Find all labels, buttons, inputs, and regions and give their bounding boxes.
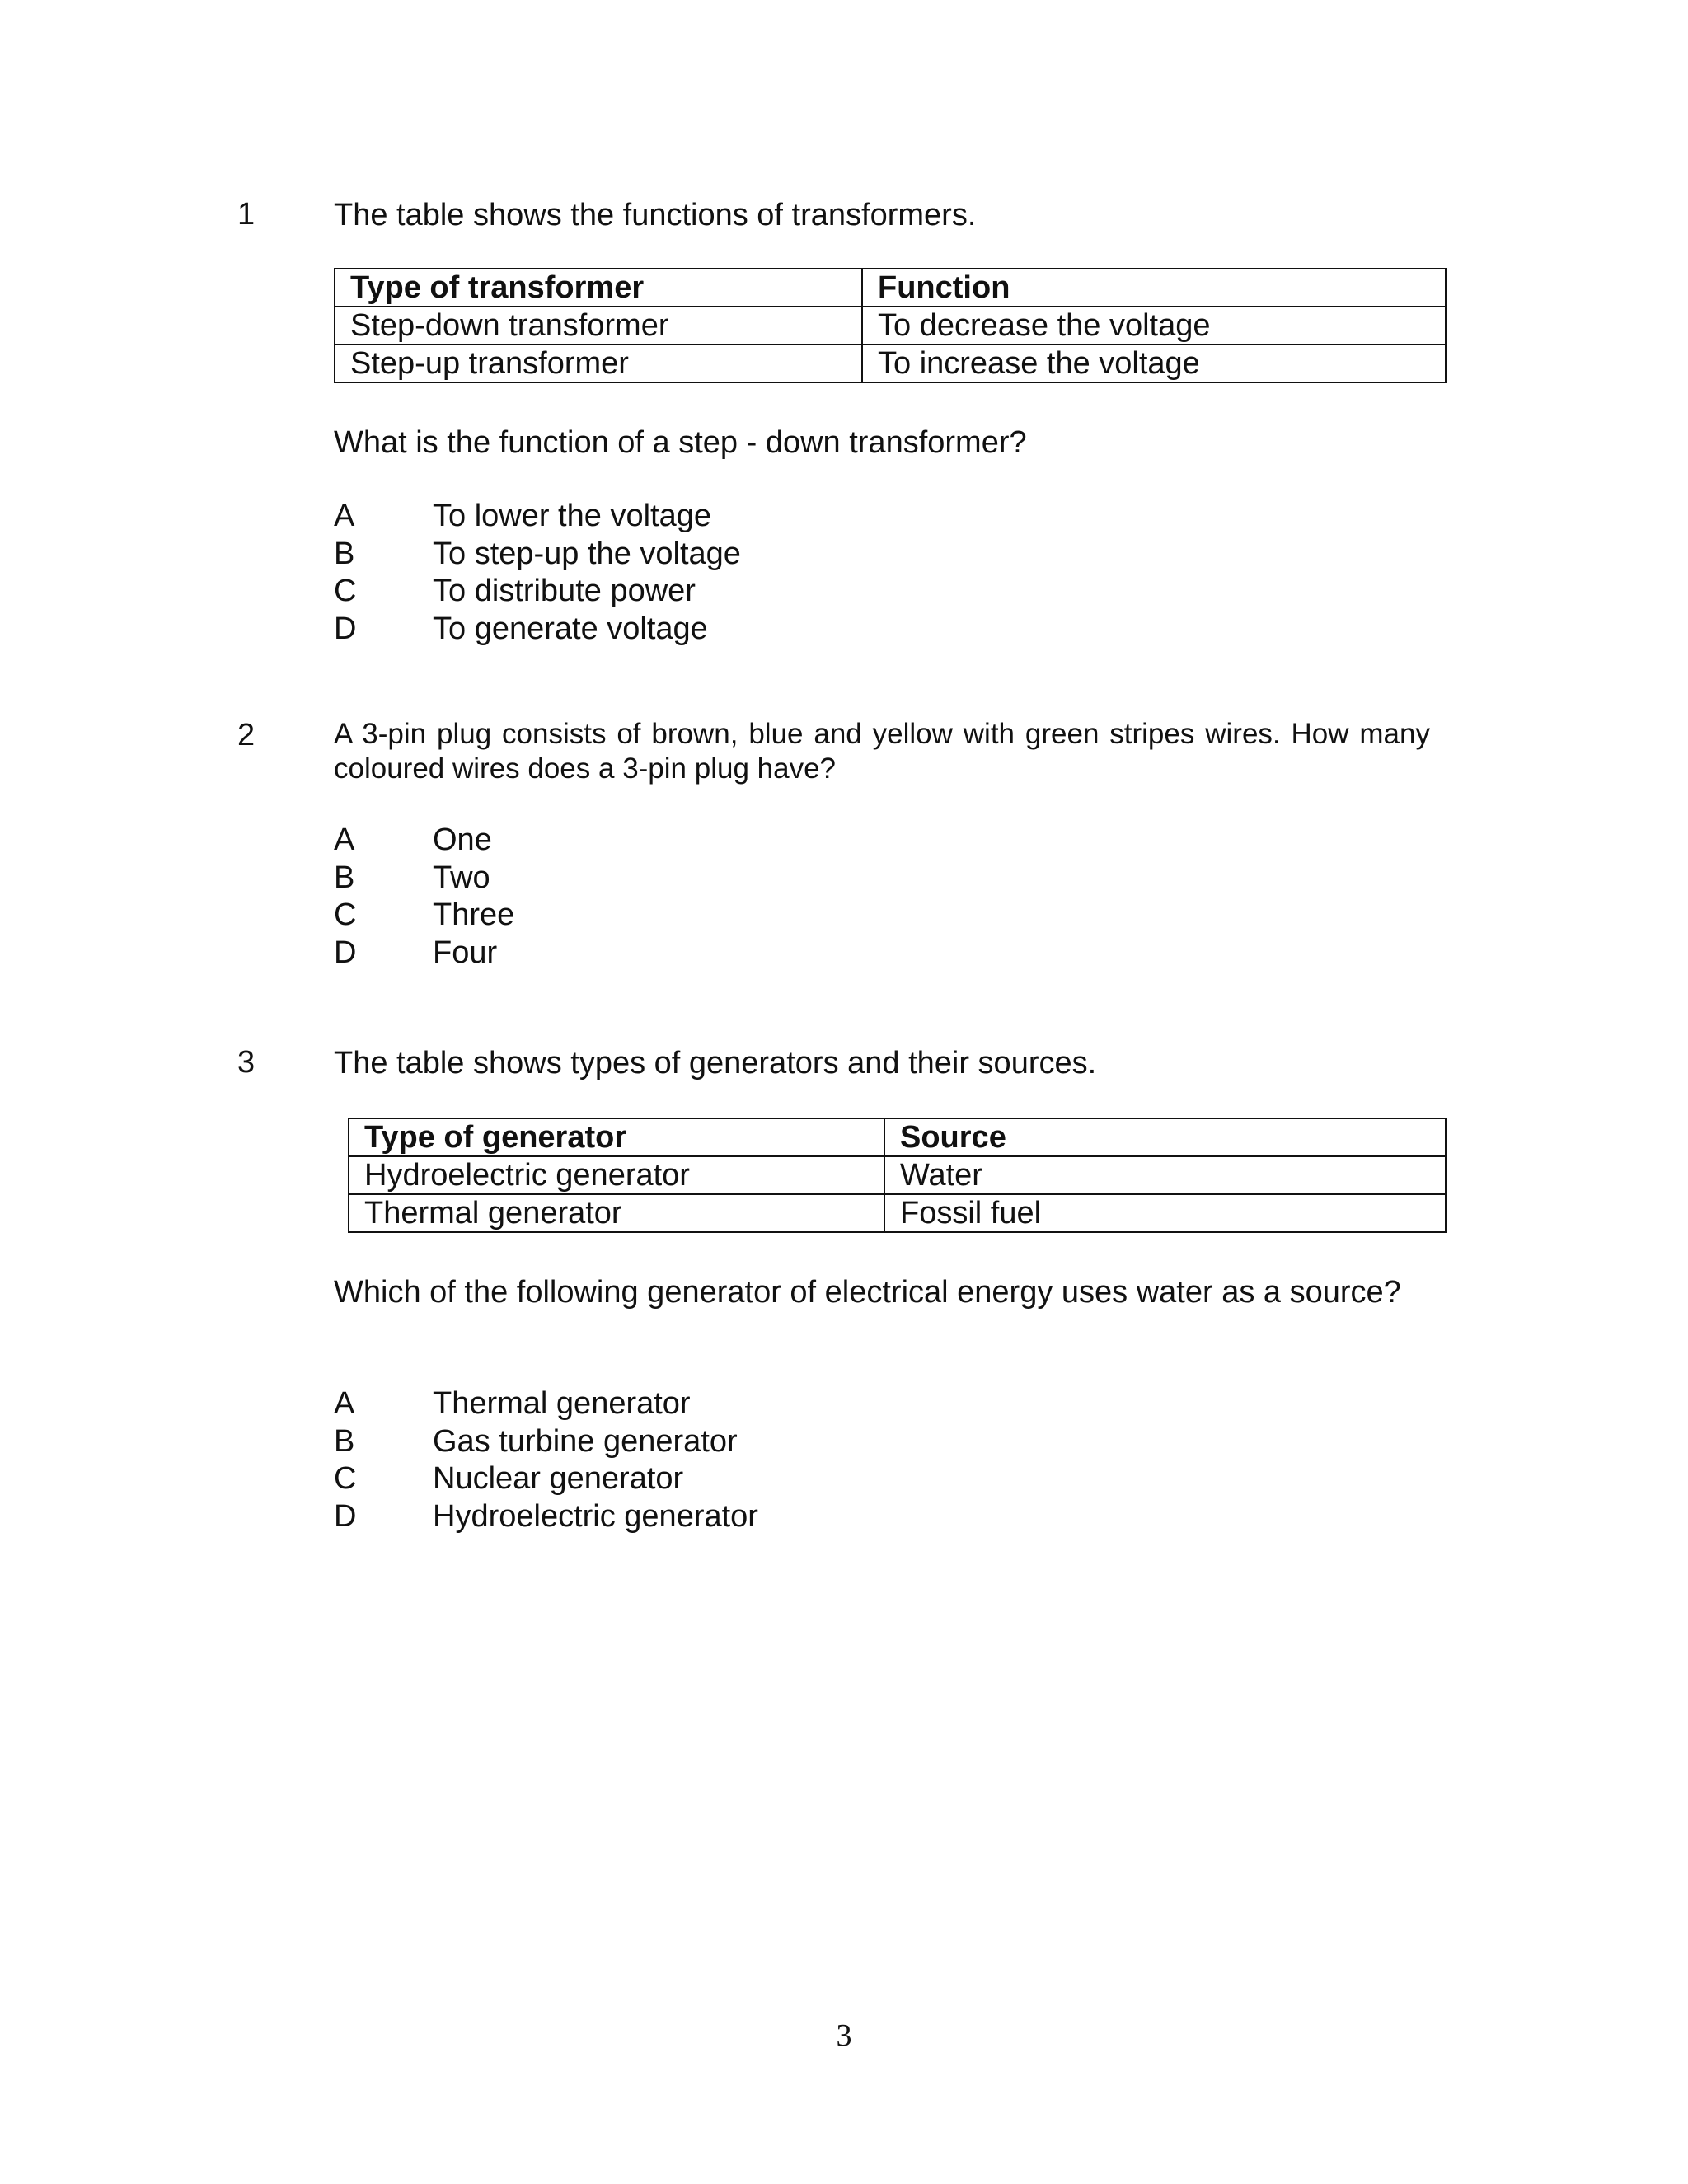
answer-option[interactable] [334, 860, 514, 898]
option-text: To distribute power [433, 574, 696, 608]
option-text: Thermal generator [433, 1386, 691, 1421]
table-header-cell: Type of transformer [335, 269, 862, 307]
table-cell: Step-up transformer [335, 344, 862, 382]
option-text: Hydroelectric generator [433, 1498, 758, 1534]
question-2-options [334, 822, 514, 972]
table-row [349, 1156, 1446, 1194]
option-text: Two [433, 860, 490, 895]
option-text: Gas turbine generator [433, 1423, 738, 1459]
table-cell: Water [884, 1156, 1446, 1194]
option-text: One [433, 823, 492, 857]
answer-option[interactable] [334, 498, 741, 536]
table-header-row [335, 269, 1446, 307]
question-1-text: What is the function of a step - down transformer? [334, 425, 1027, 460]
question-3-number: 3 [237, 1045, 256, 1080]
table-cell: Fossil fuel [884, 1194, 1446, 1232]
answer-option[interactable] [334, 822, 514, 860]
question-3-text: Which of the following generator of electrical energy uses water as a source? [334, 1275, 1401, 1310]
table-cell: Hydroelectric generator [349, 1156, 884, 1194]
question-2-number: 2 [237, 718, 256, 752]
table-header-cell: Source [884, 1118, 1446, 1156]
question-3-intro: The table shows types of generators and their sources. [334, 1046, 1097, 1080]
option-letter: C [334, 898, 357, 932]
answer-option[interactable] [334, 897, 514, 935]
option-letter: C [334, 1461, 357, 1496]
answer-option[interactable] [334, 1385, 758, 1423]
table-cell: To decrease the voltage [862, 307, 1446, 344]
option-text: To generate voltage [433, 611, 708, 646]
option-text: Nuclear generator [433, 1461, 684, 1496]
question-1-intro: The table shows the functions of transformers. [334, 198, 977, 232]
question-1-options [334, 498, 741, 648]
answer-option[interactable] [334, 1498, 758, 1536]
table-row [335, 307, 1446, 344]
question-2-text: A 3-pin plug consists of brown, blue and yellow with green stripes wires. How many coloured wires does a 3-pin plug have? [334, 718, 1430, 785]
table-header-cell: Function [862, 269, 1446, 307]
answer-option[interactable] [334, 536, 741, 574]
table-row [349, 1194, 1446, 1232]
answer-option[interactable] [334, 935, 514, 972]
table-header-cell: Type of generator [349, 1118, 884, 1156]
transformer-table [334, 268, 1447, 383]
answer-option[interactable] [334, 1423, 758, 1461]
option-letter: A [334, 823, 355, 857]
table-header-row [349, 1118, 1446, 1156]
question-3-options [334, 1385, 758, 1535]
table-cell: To increase the voltage [862, 344, 1446, 382]
option-text: To step-up the voltage [433, 536, 741, 571]
table-row [335, 344, 1446, 382]
answer-option[interactable] [334, 1460, 758, 1498]
option-letter: D [334, 935, 357, 970]
option-letter: D [334, 611, 357, 646]
answer-option[interactable] [334, 611, 741, 649]
option-letter: B [334, 860, 355, 895]
option-text: Four [433, 935, 498, 970]
option-letter: C [334, 574, 357, 608]
table-cell: Step-down transformer [335, 307, 862, 344]
option-letter: D [334, 1498, 357, 1534]
answer-option[interactable] [334, 573, 741, 611]
option-letter: A [334, 1386, 355, 1421]
option-letter: B [334, 536, 355, 571]
option-text: Three [433, 898, 515, 932]
option-letter: B [334, 1423, 355, 1459]
option-letter: A [334, 499, 355, 533]
option-text: To lower the voltage [433, 499, 711, 533]
generator-table [348, 1118, 1447, 1233]
table-cell: Thermal generator [349, 1194, 884, 1232]
page-number: 3 [836, 2018, 852, 2053]
question-1-number: 1 [237, 197, 256, 232]
